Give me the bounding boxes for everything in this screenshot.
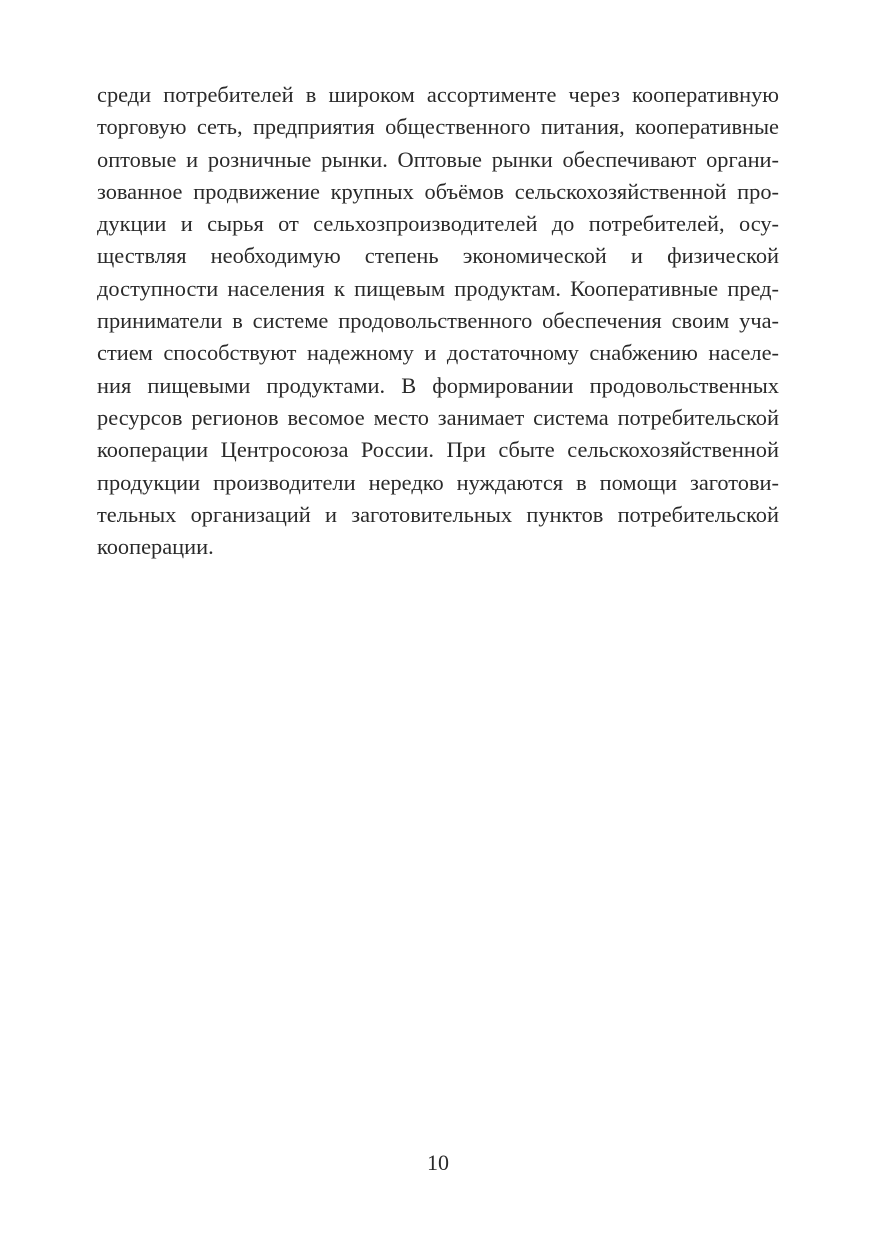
page-number: 10: [427, 1150, 449, 1175]
text-line: оптовые и розничные рынки. Оптовые рынки обеспечивают органи-: [97, 146, 779, 172]
text-line: стием способствуют надежному и достаточному снабжению населе-: [97, 340, 779, 366]
text-line: ществляя необходимую степень экономической и физической: [97, 243, 779, 269]
text-line: кооперации Центросоюза России. При сбыте сельскохозяйственной: [97, 437, 779, 463]
text-line: среди потребителей в широком ассортименте через кооперативную: [97, 82, 779, 107]
text-line: торговую сеть, предприятия общественного питания, кооперативные: [97, 114, 779, 140]
text-line: кооперации.: [97, 534, 214, 560]
text-line: приниматели в системе продовольственного обеспечения своим уча-: [97, 308, 779, 334]
text-line: продукции производители нередко нуждаются в помощи заготови-: [97, 469, 779, 495]
text-line: ния пищевыми продуктами. В формировании продовольственных: [97, 372, 779, 398]
text-line: дукции и сырья от сельхозпроизводителей до потребителей, осу-: [97, 211, 779, 237]
text-line: доступности населения к пищевым продуктам. Кооперативные пред-: [97, 275, 779, 301]
body-paragraph: [97, 79, 779, 563]
text-line: тельных организаций и заготовительных пунктов потребительской: [97, 501, 779, 527]
text-line: зованное продвижение крупных объёмов сельскохозяйственной про-: [97, 178, 779, 204]
text-line: ресурсов регионов весомое место занимает система потребительской: [97, 404, 779, 430]
